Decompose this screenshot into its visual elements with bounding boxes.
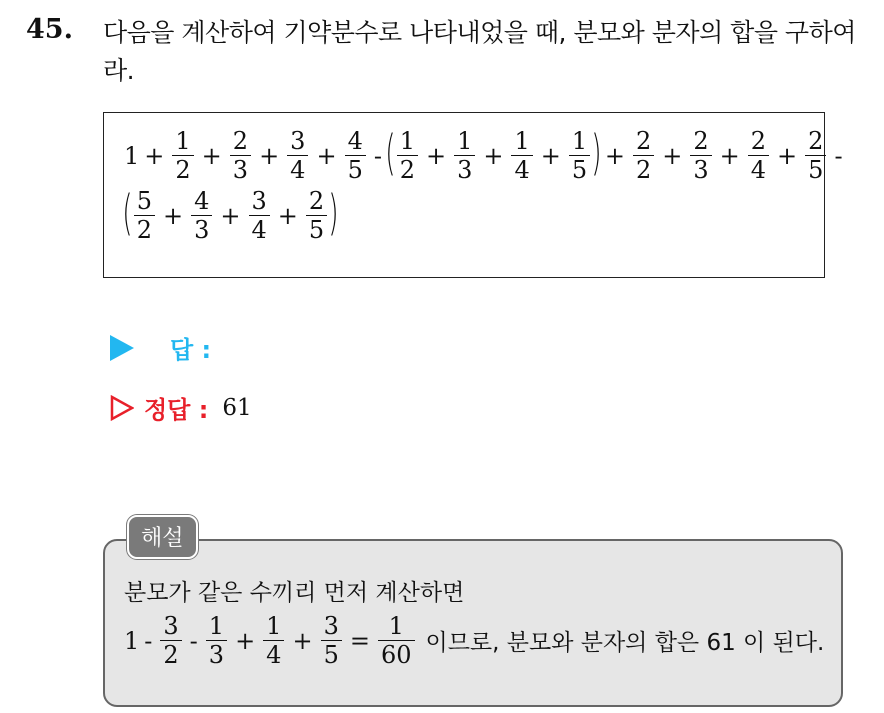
operator: +: [235, 626, 256, 655]
fraction: $\frac{1}{2}$: [172, 129, 193, 182]
fraction: $\frac{1}{4}$: [511, 129, 532, 182]
question-text: 다음을 계산하여 기약분수로 나타내었을 때, 분모와 분자의 합을 구하여라.: [103, 18, 856, 85]
fraction: $\frac{1}{2}$: [397, 129, 418, 182]
fraction: $\frac{1}{3}$: [206, 614, 227, 667]
correct-answer-row: [110, 390, 252, 425]
close-paren: ): [328, 184, 339, 241]
fraction: $\frac{3}{2}$: [160, 614, 181, 667]
fraction: $\frac{4}{5}$: [345, 129, 366, 182]
fraction: $\frac{3}{4}$: [249, 189, 270, 242]
correct-answer-label: 정답 :: [144, 396, 209, 424]
expr-leading: 1: [124, 141, 140, 170]
correct-answer-value: 61: [222, 394, 252, 421]
fraction: $\frac{1}{5}$: [569, 129, 590, 182]
plus-sign: +: [220, 201, 241, 230]
equals-sign: =: [349, 626, 370, 655]
minus-sign: -: [834, 141, 843, 170]
fraction: $\frac{5}{2}$: [134, 189, 155, 242]
plus-sign: +: [719, 141, 740, 170]
open-paren: (: [122, 184, 133, 241]
question-number: 45.: [26, 14, 73, 45]
operator: -: [144, 626, 153, 655]
outline-triangle-icon: [110, 395, 134, 421]
answer-label: 답 :: [170, 336, 212, 364]
plus-sign: +: [201, 141, 222, 170]
expression-box: [103, 112, 843, 278]
result-fraction: $\frac{1}{60}$: [378, 614, 415, 667]
solution-tab: 해설: [127, 515, 198, 559]
plus-sign: +: [259, 141, 280, 170]
plus-sign: +: [163, 201, 184, 230]
fraction: $\frac{4}{3}$: [191, 189, 212, 242]
expression-line-2: [122, 184, 339, 244]
plus-sign: +: [483, 141, 504, 170]
open-paren: (: [385, 124, 396, 181]
fraction: $\frac{2}{2}$: [633, 129, 654, 182]
fraction: $\frac{2}{5}$: [306, 189, 327, 242]
fraction: $\frac{2}{5}$: [805, 129, 826, 182]
fraction: $\frac{2}{4}$: [748, 129, 769, 182]
plus-sign: +: [277, 201, 298, 230]
fraction: $\frac{2}{3}$: [230, 129, 251, 182]
minus-sign: -: [373, 141, 382, 170]
plus-sign: +: [604, 141, 625, 170]
solution-conclusion: 이므로, 분모와 분자의 합은 61 이 된다.: [425, 630, 825, 656]
fraction: $\frac{1}{3}$: [454, 129, 475, 182]
plus-sign: +: [316, 141, 337, 170]
solution-calculation: [124, 614, 824, 667]
solution-text: 분모가 같은 수끼리 먼저 계산하면: [124, 580, 465, 606]
plus-sign: +: [540, 141, 561, 170]
close-paren: ): [591, 124, 602, 181]
fraction: $\frac{1}{4}$: [263, 614, 284, 667]
calc-leading: 1: [124, 626, 140, 655]
fraction: $\frac{3}{5}$: [321, 614, 342, 667]
plus-sign: +: [777, 141, 798, 170]
fraction: $\frac{3}{4}$: [287, 129, 308, 182]
plus-sign: +: [425, 141, 447, 170]
answer-row: [110, 330, 211, 365]
plus-sign: +: [662, 141, 683, 170]
operator: -: [189, 626, 198, 655]
expression-line-1: [124, 124, 848, 184]
plus-sign: +: [144, 141, 165, 170]
operator: +: [292, 626, 313, 655]
play-triangle-icon: [110, 335, 134, 361]
fraction: $\frac{2}{3}$: [690, 129, 711, 182]
